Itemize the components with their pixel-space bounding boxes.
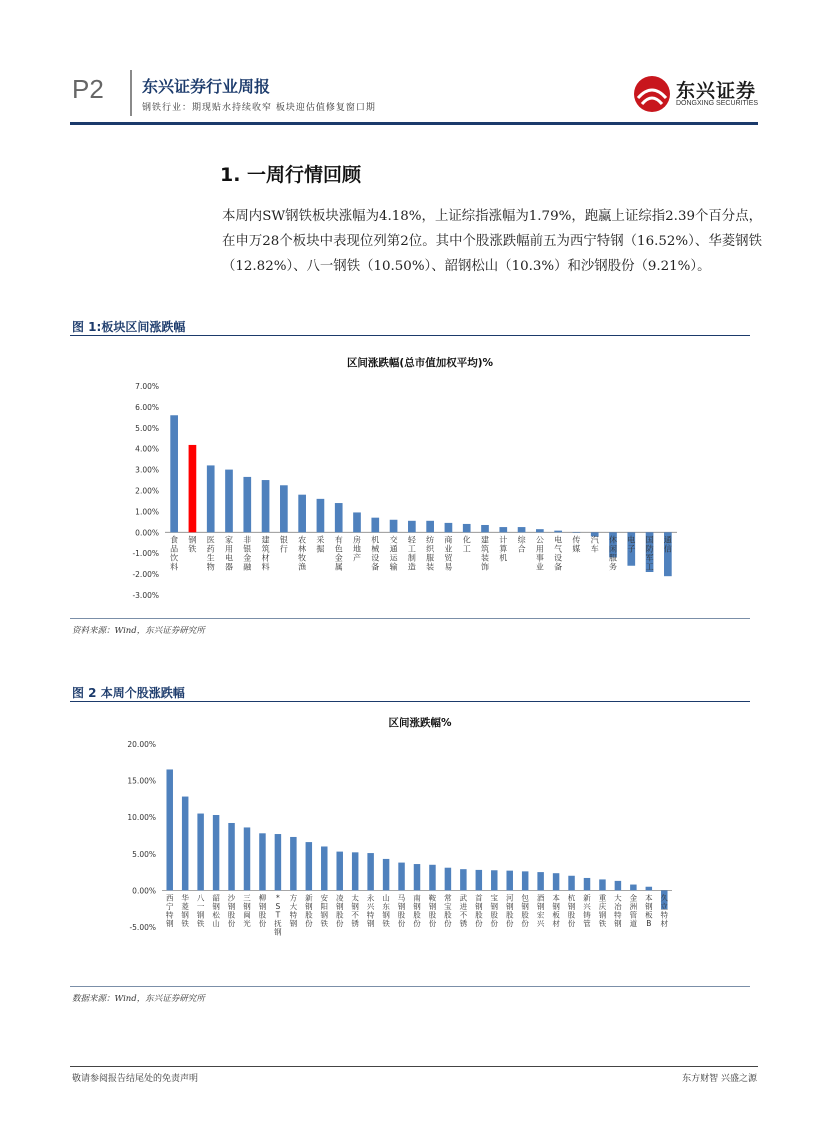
chart2-bar (491, 870, 497, 890)
chart1-bar (518, 527, 526, 532)
chart1-category-label: 综合 (517, 535, 526, 554)
chart2-category-label: 凌钢股份 (335, 893, 344, 928)
page-number: P2 (72, 74, 104, 104)
chart2-category-label: 包钢股份 (521, 893, 529, 928)
chart2-bar (228, 823, 234, 890)
chart1-bar (207, 465, 215, 532)
figure2-source: 数据来源：Wind，东兴证券研究所 (72, 994, 205, 1004)
chart2-bar (414, 864, 420, 890)
chart2-category-label: 南钢股份 (413, 893, 421, 928)
chart2-bar (429, 865, 435, 891)
chart2-category-label: 新钢股份 (305, 893, 313, 928)
chart2-category-label: 河钢股份 (505, 893, 514, 928)
chart2-bar (244, 827, 250, 890)
chart2-bar (568, 876, 574, 891)
company-logo (632, 74, 762, 114)
chart2-ytick-label: 15.00% (127, 776, 156, 786)
figure1-bottom-rule (70, 618, 750, 619)
chart1-ytick-label: 2.00% (135, 486, 159, 496)
chart1-ytick-label: -3.00% (132, 591, 159, 600)
chart1-bar (390, 520, 398, 533)
chart1-category-label: 国防军工 (645, 535, 654, 572)
chart2-bar (553, 873, 559, 890)
chart1-ytick-label: -2.00% (132, 570, 159, 580)
chart2-category-label: 太钢不锈 (351, 893, 359, 928)
chart1-bar (353, 512, 361, 532)
chart2-bar (615, 881, 621, 891)
chart2-bar (599, 879, 605, 890)
chart1-category-label: 化工 (462, 535, 471, 554)
chart1-category-label: 机械设备 (371, 535, 380, 572)
chart1-bar (243, 477, 251, 532)
chart1-bar (335, 503, 343, 532)
chart2-category-label: 新兴铸管 (583, 893, 591, 928)
chart2-bar (367, 853, 373, 890)
chart2-bar (306, 842, 312, 890)
chart2-bar (445, 868, 451, 891)
section-title: 1. 一周行情回顾 (220, 164, 362, 186)
chart2-bar (460, 869, 466, 890)
chart1-category-label: 汽车 (590, 535, 599, 554)
chart1-category-label: 轻工制造 (407, 535, 416, 572)
chart2-bar (321, 846, 327, 890)
report-title: 东兴证券行业周报 (142, 77, 271, 96)
chart1-bar (573, 532, 581, 533)
chart1-bar (280, 485, 288, 532)
figure2-bottom-rule (70, 986, 750, 987)
chart1-category-label: 电气设备 (554, 535, 563, 572)
chart1-bar (262, 480, 270, 532)
chart2-ytick-label: 5.00% (132, 849, 156, 859)
chart1-category-label: 休闲服务 (609, 535, 617, 572)
chart2-stock-bar-chart (0, 735, 827, 985)
chart2-category-label: 方大特钢 (289, 893, 298, 928)
section-paragraph: 本周内SW钢铁板块涨幅为4.18%，上证综指涨幅为1.79%，跑赢上证综指2.39个百分点，在申万28个板块中表现位列第2位。其中个股涨跌幅前五为西宁特钢（16.52%）、华菱钢铁（12.82%）、八一钢铁（10.50%）、韶钢松山（10.3%）和沙钢股份（9.21%）。 (222, 209, 762, 274)
chart1-bar (298, 495, 306, 533)
chart2-category-label: 安阳钢铁 (320, 893, 329, 928)
chart1-category-label: 商业贸易 (444, 535, 453, 572)
chart2-bar (584, 878, 590, 890)
chart2-bar (476, 870, 482, 890)
chart1-category-label: 公用事业 (535, 535, 544, 572)
chart1-category-label: 有色金属 (334, 535, 343, 572)
chart1-bar (554, 531, 562, 533)
chart2-category-label: 金洲管道 (629, 893, 638, 928)
chart2-bar (182, 797, 188, 891)
chart2-category-label: 首钢股份 (475, 893, 483, 928)
chart2-category-label: 本钢板 B (645, 893, 653, 928)
chart1-bar (170, 415, 178, 532)
figure2-caption: 图 2 本周个股涨跌幅 (72, 686, 185, 700)
chart1-category-label: 纺织服装 (426, 535, 435, 572)
chart1-category-label: 计算机 (499, 535, 508, 563)
logo-mark-icon (632, 74, 672, 114)
chart2-category-label: 山东钢铁 (382, 893, 390, 928)
logo-text-cn: 东兴证券 (676, 80, 757, 102)
chart1-bar (481, 525, 489, 532)
chart2-category-label: 久立特材 (660, 893, 669, 928)
chart1-bar (189, 445, 197, 532)
chart2-category-label: 常宝股份 (444, 893, 452, 928)
footer-slogan: 东方财智 兴盛之源 (682, 1074, 757, 1084)
chart1-bar (317, 499, 325, 532)
chart2-category-label: 本钢板材 (552, 893, 560, 928)
chart1-category-label: 银行 (279, 535, 288, 554)
footer-disclaimer: 敬请参阅报告结尾处的免责声明 (72, 1074, 199, 1084)
chart2-ytick-label: 20.00% (127, 740, 156, 749)
logo-text-en: DONGXING SECURITIES (676, 100, 759, 107)
chart1-ytick-label: 5.00% (135, 423, 159, 433)
chart1-bar (499, 527, 507, 532)
chart1-ytick-label: 3.00% (135, 465, 159, 475)
chart1-category-label: 电子 (627, 535, 636, 554)
chart1-category-label: 食品饮料 (170, 535, 179, 572)
chart2-bar (630, 885, 636, 891)
chart2-category-label: 华菱钢铁 (181, 893, 189, 928)
chart2-category-label: 重庆钢铁 (598, 893, 607, 928)
report-subtitle: 钢铁行业：期现贴水持续收窄 板块迎估值修复窗口期 (142, 103, 376, 113)
chart1-ytick-label: 1.00% (135, 507, 159, 517)
chart1-ytick-label: 7.00% (135, 382, 159, 391)
figure1-caption: 图 1:板块区间涨跌幅 (72, 320, 186, 334)
chart2-bar (537, 872, 543, 890)
chart2-category-label: 八一钢铁 (196, 893, 205, 928)
chart1-ytick-label: 6.00% (135, 402, 159, 412)
chart1-bar (463, 524, 471, 532)
header-rule (70, 122, 758, 125)
chart2-category-label: 永兴特钢 (366, 893, 375, 928)
chart2-bar (259, 833, 265, 890)
chart2-bar (197, 814, 203, 891)
chart2-category-label: 沙钢股份 (227, 893, 236, 928)
chart2-category-label: 西宁特钢 (165, 893, 174, 928)
chart2-bar (213, 815, 219, 890)
chart2-category-label: 韶钢松山 (212, 893, 220, 928)
chart2-category-label: 酒钢宏兴 (536, 893, 545, 928)
chart1-category-label: 农林牧渔 (298, 535, 307, 572)
chart1-sector-bar-chart (0, 374, 827, 634)
chart1-category-label: 钢铁 (188, 535, 197, 554)
chart1-ytick-label: 0.00% (135, 528, 159, 538)
chart2-bar (336, 852, 342, 891)
chart1-title: 区间涨跌幅(总市值加权平均)% (346, 357, 494, 369)
chart2-category-label: 柳钢股份 (258, 893, 267, 928)
chart2-bar (383, 859, 389, 890)
chart1-category-label: 家用电器 (225, 535, 233, 572)
chart1-bar (536, 529, 544, 532)
chart1-category-label: 建筑材料 (261, 535, 270, 572)
chart2-ytick-label: 10.00% (127, 813, 156, 823)
chart1-bar (408, 521, 416, 532)
chart1-category-label: 医药生物 (206, 535, 215, 572)
chart2-category-label: 杭钢股份 (567, 893, 576, 928)
chart1-category-label: 传媒 (572, 535, 581, 554)
chart2-bar (506, 871, 512, 891)
chart1-category-label: 非银金融 (243, 535, 252, 572)
chart2-bar (646, 887, 652, 891)
chart1-bar (225, 470, 233, 533)
chart2-ytick-label: -5.00% (129, 923, 156, 932)
chart2-category-label: 三钢闽光 (243, 893, 251, 928)
figure2-top-rule (70, 701, 750, 702)
chart1-category-label: 采掘 (316, 535, 325, 554)
chart1-bar (426, 521, 434, 532)
chart1-ytick-label: 4.00% (135, 444, 159, 454)
chart2-bar (290, 837, 296, 890)
chart1-category-label: 房地产 (353, 535, 361, 563)
header-divider (130, 70, 132, 116)
chart2-bar (166, 769, 172, 890)
figure1-top-rule (70, 335, 750, 336)
chart2-category-label: 马钢股份 (397, 893, 406, 928)
chart1-ytick-label: -1.00% (132, 549, 159, 559)
chart2-category-label: 鞍钢股份 (428, 893, 437, 928)
chart2-category-label: 武进不锈 (459, 893, 468, 928)
chart1-bar (371, 518, 379, 533)
chart1-bar (445, 523, 453, 532)
chart2-category-label: * S T 抚钢 (274, 893, 282, 937)
chart1-category-label: 建筑装饰 (481, 535, 489, 572)
chart2-bar (352, 852, 358, 890)
chart2-title: 区间涨跌幅% (388, 717, 452, 729)
chart2-category-label: 宝钢股份 (490, 893, 499, 928)
figure1-source: 资料来源：Wind，东兴证券研究所 (72, 626, 205, 636)
chart2-bar (275, 834, 281, 890)
chart2-bar (522, 871, 528, 890)
chart2-bar (398, 863, 404, 891)
chart2-ytick-label: 0.00% (132, 886, 156, 896)
footer-rule (70, 1066, 758, 1067)
chart2-category-label: 大冶特钢 (614, 893, 622, 928)
chart1-category-label: 通信 (663, 535, 672, 554)
chart1-category-label: 交通运输 (389, 535, 398, 572)
